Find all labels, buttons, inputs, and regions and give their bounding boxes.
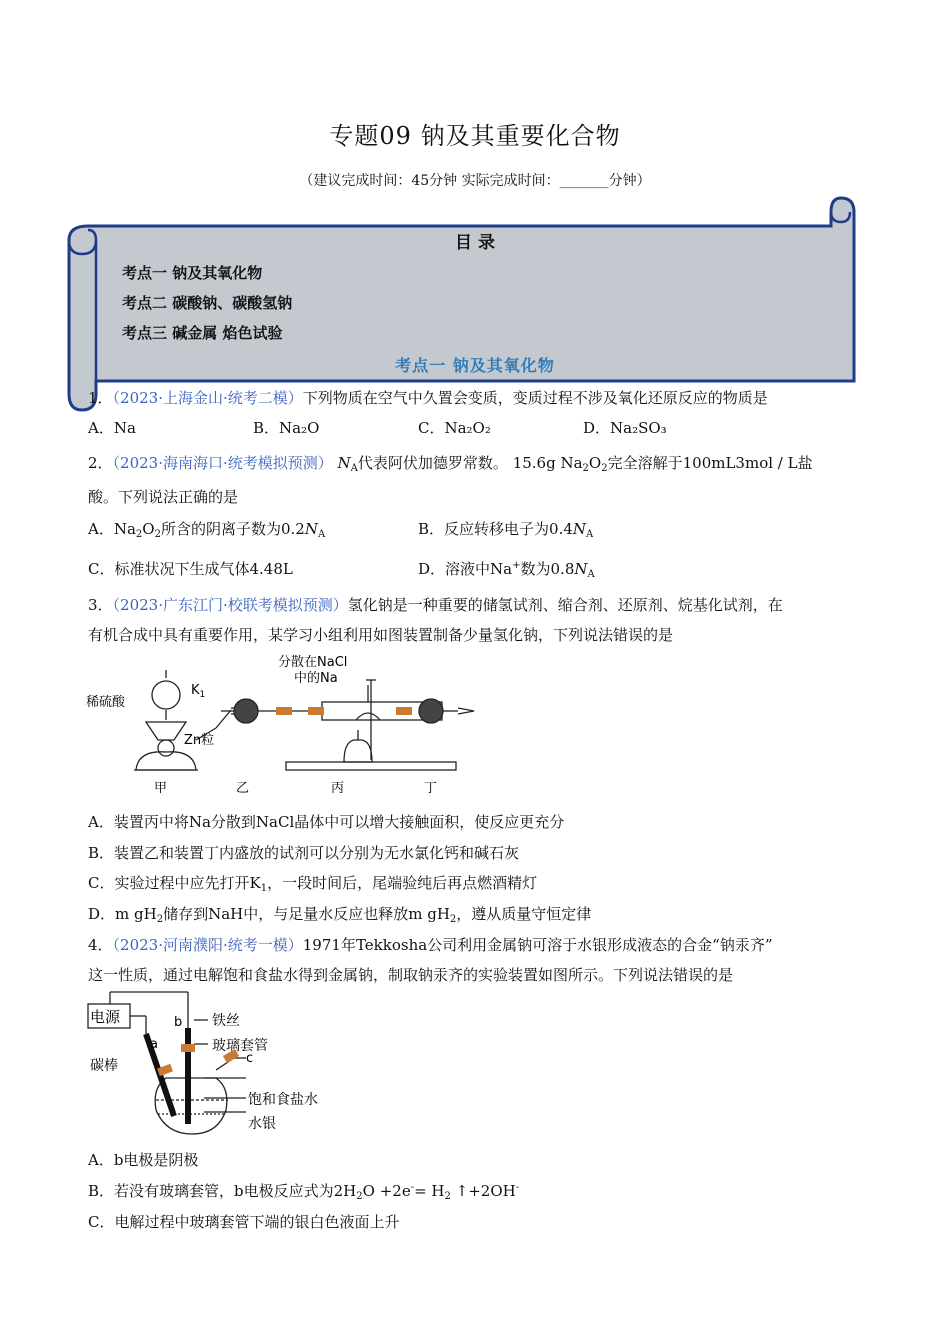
toc-item-1[interactable]: 考点一 钠及其氧化物 <box>122 264 263 282</box>
q4-b-text: B．若没有玻璃套管，b电极反应式为2H <box>88 1182 357 1200</box>
q2-mass: 15.6g Na <box>512 454 583 472</box>
q4-b-sup1: - <box>410 1182 415 1193</box>
q2-a-sub1: 2 <box>135 529 143 540</box>
q2-d-sup: + <box>512 560 521 571</box>
label-ding: 丁 <box>424 781 438 796</box>
q3-option-d[interactable] <box>88 903 591 925</box>
q2-text-1: 代表阿伏加德罗常数。 <box>357 454 508 472</box>
q1-text: 下列物质在空气中久置会变质，变质过程不涉及氧化还原反应的物质是 <box>302 389 768 407</box>
q2-a-na: Na <box>113 520 136 538</box>
q4-stem <box>88 934 773 955</box>
q3-d-text-3: ，遵从质量守恒定律 <box>456 905 592 923</box>
q2-a-na-symbol: N <box>304 520 318 538</box>
q2-a-na-sub: A <box>317 529 326 540</box>
q4-electrolysis-figure <box>86 988 356 1140</box>
q2-source: （2023·海南海口·统考模拟预测） <box>112 454 333 472</box>
label-b: b <box>174 1015 183 1030</box>
q4-b-text-3: = H <box>414 1182 445 1200</box>
q2-stem <box>88 452 813 474</box>
q1-option-d[interactable]: D．Na₂SO₃ <box>583 419 667 437</box>
label-yi: 乙 <box>236 781 250 796</box>
q2-option-a[interactable] <box>88 518 325 540</box>
label-zn: Zn粒 <box>184 733 215 748</box>
q1-stem <box>88 387 768 408</box>
q1-source: （2023·上海金山·统考二模） <box>112 389 303 407</box>
q2-d-text-2: 数为 <box>520 560 551 578</box>
q2-b-na-sub: A <box>586 529 594 540</box>
q4-option-c[interactable]: C．电解过程中玻璃套管下端的银白色液面上升 <box>88 1213 400 1231</box>
q1-option-c[interactable]: C．Na₂O₂ <box>418 419 491 437</box>
q3-c-text-2: ，一段时间后，尾端验纯后再点燃酒精灯 <box>267 874 538 892</box>
q2-b-value: 0.4 <box>549 520 573 538</box>
q2-a-value: 0.2 <box>281 520 305 538</box>
q2-number: 2． <box>88 454 113 472</box>
label-power: 电源 <box>90 1008 121 1026</box>
q2-a-text: 所含的阴离子数为 <box>160 520 281 538</box>
label-brine: 饱和食盐水 <box>248 1092 318 1108</box>
label-jia: 甲 <box>154 781 168 796</box>
q2-stem-cont: 酸。下列说法正确的是 <box>88 488 239 506</box>
q3-text-1: 氢化钠是一种重要的储氢试剂、缩合剂、还原剂、烷基化试剂，在 <box>347 596 783 614</box>
q3-option-b[interactable]: B．装置乙和装置丁内盛放的试剂可以分别为无水氯化钙和碱石灰 <box>88 844 520 862</box>
q3-c-sub: 1 <box>260 883 268 894</box>
q3-d-text-2: 储存到NaH中，与足量水反应也释放m gH <box>163 905 450 923</box>
q3-d-sub: 2 <box>156 914 164 925</box>
label-carbon-rod: 碳棒 <box>90 1058 118 1074</box>
label-c: c <box>246 1051 254 1066</box>
q2-d-text: D．溶液中Na <box>418 560 513 578</box>
q1-option-a[interactable]: A．Na <box>88 419 136 437</box>
label-k1: $K_1$ <box>191 683 206 700</box>
label-a: a <box>150 1037 158 1052</box>
q4-number: 4． <box>88 936 113 954</box>
q2-a-sub2: 2 <box>154 529 161 540</box>
q4-b-text-2: O +2e <box>362 1182 411 1200</box>
q2-d-value: 0.8 <box>550 560 575 578</box>
q3-d-sub2: 2 <box>449 914 457 925</box>
q4-text-1: 1971年Tekkosha公司利用金属钠可溶于水银形成液态的合金“钠汞齐” <box>302 936 773 954</box>
q3-source: （2023·广东江门·校联考模拟预测） <box>112 596 348 614</box>
q2-d-na-symbol: N <box>574 560 588 578</box>
q4-b-sub2: 2 <box>444 1191 451 1202</box>
q3-c-text: C．实验过程中应先打开K <box>88 874 261 892</box>
q2-mass-sub: 2 <box>582 463 589 474</box>
q2-option-b[interactable] <box>418 518 593 540</box>
time-note: （建议完成时间：45分钟 实际完成时间：_______分钟） <box>299 173 651 189</box>
q2-b-na-symbol: N <box>572 520 587 538</box>
q2-a-o: O <box>142 520 155 538</box>
q4-b-sub1: 2 <box>356 1191 363 1202</box>
q2-na-sub: A <box>350 463 358 474</box>
q3-stem <box>88 594 783 615</box>
q4-source: （2023·河南濮阳·统考一模） <box>112 936 303 954</box>
q2-mass-sub2: 2 <box>601 463 608 474</box>
q4-stem-cont: 这一性质，通过电解饱和食盐水得到金属钠，制取钠汞齐的实验装置如图所示。下列说法错误的是 <box>88 966 734 984</box>
toc-heading: 目 录 <box>455 233 495 253</box>
toc-item-2[interactable]: 考点二 碳酸钠、碳酸氢钠 <box>122 294 293 312</box>
q1-number: 1． <box>88 389 113 407</box>
q3-option-c[interactable] <box>88 872 537 894</box>
q3-apparatus-figure <box>86 650 476 800</box>
label-na-in-nacl: 分散在NaCl <box>278 655 348 670</box>
label-glass-sleeve: 玻璃套管 <box>212 1038 268 1054</box>
label-dilute-acid: 稀硫酸 <box>86 695 126 710</box>
q2-text-2: 完全溶解于100mL3mol / L盐 <box>607 454 813 472</box>
page-title: 专题09 钠及其重要化合物 <box>329 122 621 150</box>
q2-option-d[interactable] <box>418 558 595 580</box>
toc-item-3[interactable]: 考点三 碱金属 焰色试验 <box>122 324 283 342</box>
q3-number: 3． <box>88 596 113 614</box>
label-bing: 丙 <box>331 781 345 796</box>
q4-b-sup2: - <box>515 1182 520 1193</box>
q4-option-a[interactable]: A．b电极是阴极 <box>88 1151 199 1169</box>
q2-mass-o: O <box>588 454 602 472</box>
q3-option-a[interactable]: A．装置丙中将Na分散到NaCl晶体中可以增大接触面积，使反应更充分 <box>88 813 565 831</box>
q2-a-label: A． <box>88 520 114 538</box>
q3-d-text: D．m gH <box>88 905 157 923</box>
q2-na-symbol: N <box>337 454 351 472</box>
section-heading: 考点一 钠及其氧化物 <box>395 356 555 375</box>
label-na: 中的Na <box>294 671 338 686</box>
q4-option-b[interactable] <box>88 1180 519 1202</box>
q2-d-na-sub: A <box>587 569 595 580</box>
q2-option-c[interactable]: C．标准状况下生成气体4.48L <box>88 560 293 578</box>
q4-b-text-4: ↑+2OH <box>450 1182 516 1200</box>
q2-b-text: B．反应转移电子为 <box>418 520 550 538</box>
q3-stem-cont: 有机合成中具有重要作用，某学习小组利用如图装置制备少量氢化钠，下列说法错误的是 <box>88 626 674 644</box>
label-iron-wire: 铁丝 <box>212 1013 240 1029</box>
label-mercury: 水银 <box>248 1116 276 1132</box>
q1-option-b[interactable]: B．Na₂O <box>253 419 320 437</box>
